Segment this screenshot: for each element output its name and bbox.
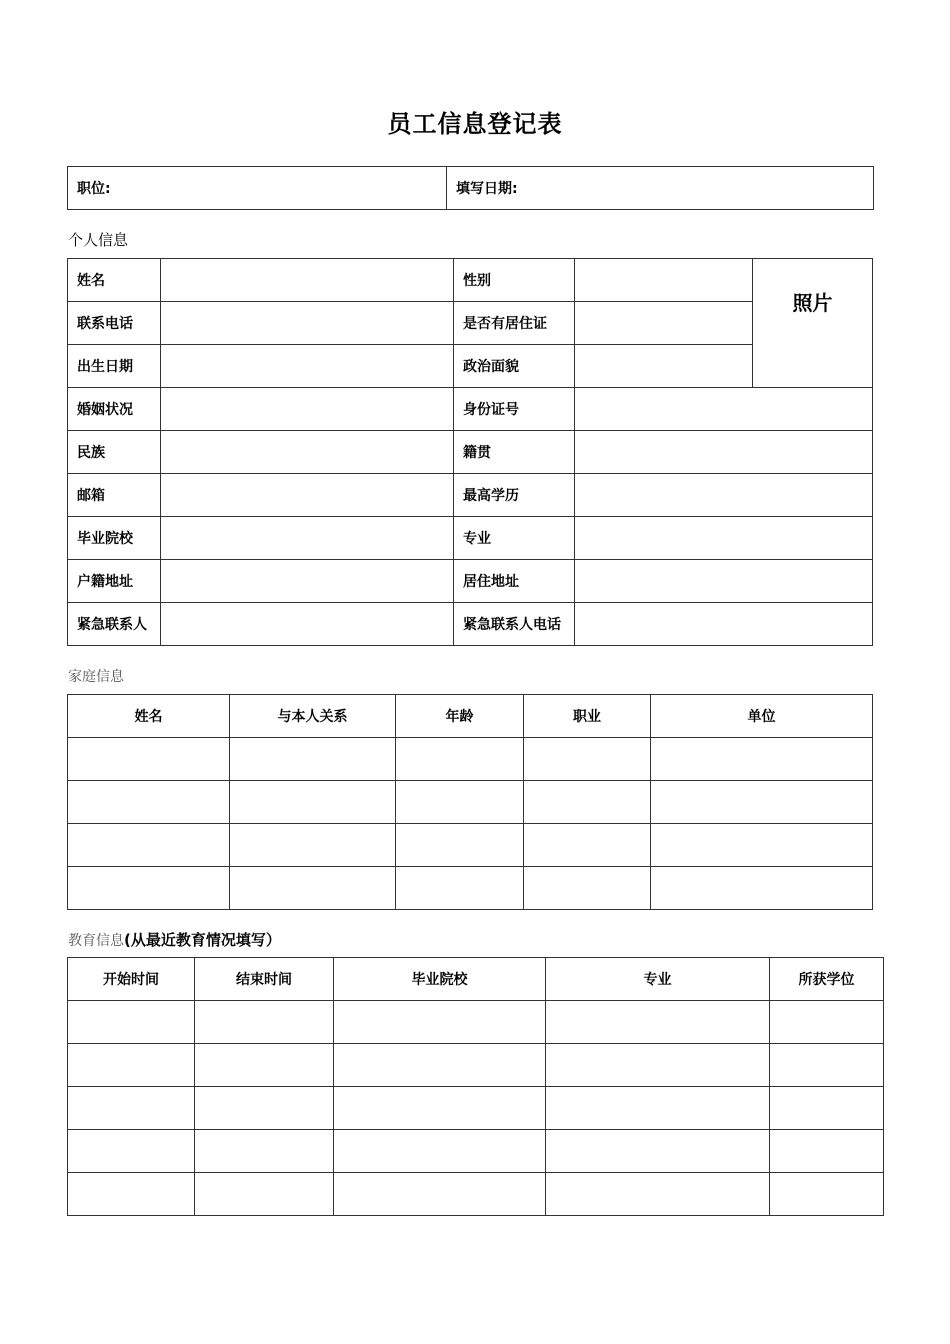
education-level-input[interactable]	[575, 474, 873, 517]
table-cell[interactable]	[230, 867, 396, 910]
residence-permit-input[interactable]	[575, 302, 753, 345]
table-row	[68, 517, 873, 560]
ethnicity-label: 民族	[68, 431, 161, 474]
emergency-contact-input[interactable]	[161, 603, 454, 646]
family-info-heading: 家庭信息	[68, 669, 124, 685]
emergency-phone-input[interactable]	[575, 603, 873, 646]
gender-input[interactable]	[575, 259, 753, 302]
column-header: 姓名	[68, 695, 230, 738]
header-info-table	[67, 166, 874, 210]
table-cell[interactable]	[68, 1173, 195, 1216]
major-input[interactable]	[575, 517, 873, 560]
table-cell[interactable]	[546, 1087, 770, 1130]
table-cell[interactable]	[396, 738, 524, 781]
political-status-label: 政治面貌	[454, 345, 575, 388]
school-label: 毕业院校	[68, 517, 161, 560]
table-header-row	[68, 958, 884, 1001]
table-cell[interactable]	[334, 1001, 546, 1044]
table-cell[interactable]	[334, 1044, 546, 1087]
table-row	[68, 1044, 884, 1087]
table-cell[interactable]	[546, 1001, 770, 1044]
table-cell[interactable]	[230, 738, 396, 781]
table-cell[interactable]	[651, 867, 873, 910]
table-cell[interactable]	[546, 1173, 770, 1216]
table-cell[interactable]	[524, 738, 651, 781]
table-cell[interactable]	[651, 738, 873, 781]
gender-label: 性别	[454, 259, 575, 302]
table-cell[interactable]	[68, 1001, 195, 1044]
column-header: 专业	[546, 958, 770, 1001]
table-row	[68, 867, 873, 910]
table-cell[interactable]	[68, 1130, 195, 1173]
personal-info-table	[67, 258, 873, 646]
table-header-row	[68, 695, 873, 738]
table-row	[68, 560, 873, 603]
residential-address-input[interactable]	[575, 560, 873, 603]
table-cell[interactable]	[396, 781, 524, 824]
table-cell[interactable]	[524, 867, 651, 910]
id-number-label: 身份证号	[454, 388, 575, 431]
position-label: 职位:	[77, 181, 111, 197]
email-label: 邮箱	[68, 474, 161, 517]
table-row	[68, 1173, 884, 1216]
native-place-input[interactable]	[575, 431, 873, 474]
column-header: 单位	[651, 695, 873, 738]
marital-status-label: 婚姻状况	[68, 388, 161, 431]
table-cell[interactable]	[651, 824, 873, 867]
table-cell[interactable]	[68, 1044, 195, 1087]
table-cell[interactable]	[195, 1001, 334, 1044]
position-field[interactable]	[68, 167, 447, 210]
column-header: 结束时间	[195, 958, 334, 1001]
birth-date-input[interactable]	[161, 345, 454, 388]
photo-label: 照片	[792, 291, 833, 315]
table-cell[interactable]	[195, 1087, 334, 1130]
table-row	[68, 1001, 884, 1044]
table-cell[interactable]	[770, 1173, 884, 1216]
education-level-label: 最高学历	[454, 474, 575, 517]
column-header: 职业	[524, 695, 651, 738]
table-cell[interactable]	[230, 781, 396, 824]
table-row	[68, 824, 873, 867]
fill-date-label: 填写日期:	[456, 181, 518, 197]
table-cell[interactable]	[334, 1130, 546, 1173]
table-row	[68, 388, 873, 431]
id-number-input[interactable]	[575, 388, 873, 431]
table-cell[interactable]	[68, 781, 230, 824]
table-cell[interactable]	[651, 781, 873, 824]
table-cell[interactable]	[195, 1044, 334, 1087]
school-input[interactable]	[161, 517, 454, 560]
table-row	[68, 431, 873, 474]
table-row	[68, 738, 873, 781]
table-cell[interactable]	[230, 824, 396, 867]
table-cell[interactable]	[524, 824, 651, 867]
table-cell[interactable]	[396, 867, 524, 910]
table-cell[interactable]	[396, 824, 524, 867]
table-cell[interactable]	[68, 1087, 195, 1130]
native-place-label: 籍贯	[454, 431, 575, 474]
table-cell[interactable]	[524, 781, 651, 824]
table-cell[interactable]	[770, 1044, 884, 1087]
major-label: 专业	[454, 517, 575, 560]
form-title: 员工信息登记表	[387, 110, 563, 138]
table-cell[interactable]	[334, 1173, 546, 1216]
household-address-label: 户籍地址	[68, 560, 161, 603]
name-label: 姓名	[68, 259, 161, 302]
birth-date-label: 出生日期	[68, 345, 161, 388]
education-info-table	[67, 957, 884, 1216]
table-row	[68, 603, 873, 646]
emergency-phone-label: 紧急联系人电话	[454, 603, 575, 646]
table-cell[interactable]	[68, 867, 230, 910]
column-header: 所获学位	[770, 958, 884, 1001]
household-address-input[interactable]	[161, 560, 454, 603]
table-row	[68, 259, 873, 302]
fill-date-field[interactable]	[447, 167, 874, 210]
table-row	[68, 345, 873, 388]
table-cell[interactable]	[770, 1130, 884, 1173]
table-cell[interactable]	[334, 1087, 546, 1130]
phone-label: 联系电话	[68, 302, 161, 345]
table-cell[interactable]	[68, 738, 230, 781]
column-header: 与本人关系	[230, 695, 396, 738]
phone-input[interactable]	[161, 302, 454, 345]
emergency-contact-label: 紧急联系人	[68, 603, 161, 646]
political-status-input[interactable]	[575, 345, 753, 388]
column-header: 毕业院校	[334, 958, 546, 1001]
column-header: 年龄	[396, 695, 524, 738]
table-cell[interactable]	[770, 1087, 884, 1130]
column-header: 开始时间	[68, 958, 195, 1001]
email-input[interactable]	[161, 474, 454, 517]
table-row	[68, 474, 873, 517]
ethnicity-input[interactable]	[161, 431, 454, 474]
family-info-table	[67, 694, 873, 910]
table-cell[interactable]	[195, 1173, 334, 1216]
table-row	[68, 1087, 884, 1130]
education-heading-suffix: (从最近教育情况填写）	[124, 931, 281, 949]
table-cell[interactable]	[195, 1130, 334, 1173]
residential-address-label: 居住地址	[454, 560, 575, 603]
table-row	[68, 781, 873, 824]
education-info-heading	[68, 929, 281, 950]
table-cell[interactable]	[68, 824, 230, 867]
table-row	[68, 302, 873, 345]
education-heading-prefix: 教育信息	[68, 933, 124, 949]
personal-info-heading: 个人信息	[68, 231, 129, 249]
table-row	[68, 1130, 884, 1173]
residence-permit-label: 是否有居住证	[454, 302, 575, 345]
name-input[interactable]	[161, 259, 454, 302]
table-cell[interactable]	[546, 1130, 770, 1173]
table-cell[interactable]	[770, 1001, 884, 1044]
photo-box[interactable]	[753, 259, 873, 388]
table-cell[interactable]	[546, 1044, 770, 1087]
marital-status-input[interactable]	[161, 388, 454, 431]
